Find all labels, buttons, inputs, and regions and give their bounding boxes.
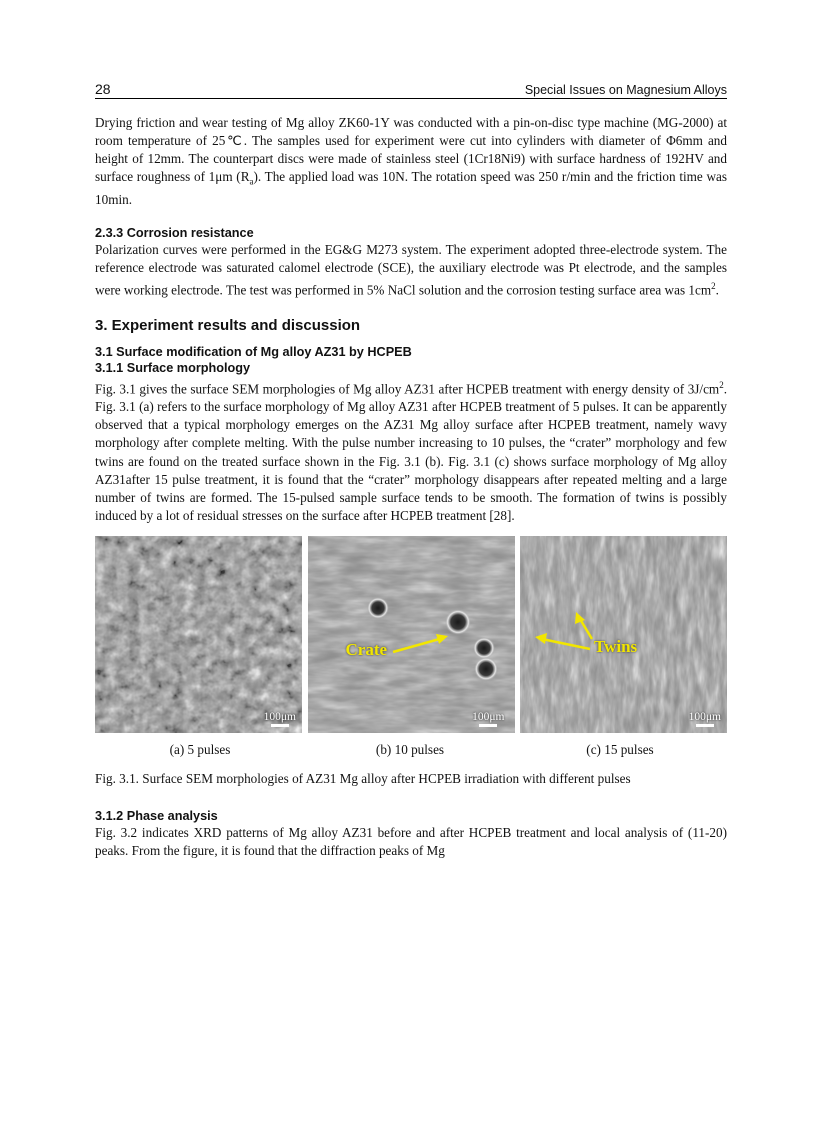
heading-corrosion-resistance: 2.3.3 Corrosion resistance <box>95 226 254 241</box>
paragraph-corrosion: Polarization curves were performed in the EG&G M273 system. The experiment adopted three-electrode system. The reference electrode was saturated calomel electrode (SCE), the auxiliary electrode was Pt electrode, and the samples were working electrode. The test was performed in 5% NaCl solution and the corrosion testing surface area was $1cm^2$. <box>95 242 727 298</box>
running-title: Special Issues on Magnesium Alloys <box>524 83 727 97</box>
sem-image-a <box>95 536 302 733</box>
figure-subcaptions <box>95 742 727 758</box>
label-crate: Crate <box>345 639 388 659</box>
heading-surface-modification: 3.1 Surface modification of Mg alloy AZ31 by HCPEB <box>95 344 412 359</box>
subcaption-b: (b) 10 pulses <box>375 741 445 757</box>
page-number: 28 <box>95 81 111 97</box>
sem-image-c <box>520 536 727 733</box>
heading-phase-analysis: 3.1.2 Phase analysis <box>95 808 218 823</box>
sem-panel-c <box>520 536 727 733</box>
heading-surface-morphology: 3.1.1 Surface morphology <box>95 360 251 375</box>
sem-panel-b <box>308 536 515 733</box>
label-twins: Twins <box>594 636 638 656</box>
paragraph-wear-testing: Drying friction and wear testing of Mg alloy ZK60-1Y was conducted with a pin-on-disc type machine (MG-2000) at room temperature of 25℃. The samples used for experiment were cut into cylinders with diameter of Φ6mm and height of 12mm. The counterpart discs were made of stainless steel (1Cr18Ni9) with surface hardness of 192HV and surface roughness of 1μm $(R_a)$. The applied load was 10N. The rotation speed was 250 r/min and the friction time was 10min. <box>95 115 727 208</box>
scale-bar-c: 100μm <box>689 711 721 727</box>
subcaption-a: (a) 5 pulses <box>169 741 231 757</box>
paragraph-surface-morphology: Fig. 3.1 gives the surface SEM morphologies of Mg alloy AZ31 after HCPEB treatment with energy density of $3J/cm^2$. Fig. 3.1 (a) refers to the surface morphology of Mg alloy AZ31 after HCPEB treatment of 5 pulses. It can be apparently observed that a typical morphology emerges on the AZ31 Mg alloy surface after HCPEB treatment, namely wavy morphology after complete melting. With the pulse number increasing to 10 pulses, the “crater” morphology and few twins are found on the treated surface shown in the Fig. 3.1 (b). Fig. 3.1 (c) shows surface morphology of Mg alloy AZ31after 15 pulse treatment, it is found that the “crater” morphology disappears after repeated melting and a large number of twins are formed. The 15-pulsed sample surface tends to be smooth. The formation of twins is possibly induced by a lot of residual stresses on the surface after HCPEB treatment [28]. <box>95 379 727 523</box>
scale-bar-a: 100μm <box>264 711 296 727</box>
page <box>95 78 727 860</box>
page-header <box>95 78 727 99</box>
paragraph-phase-analysis: Fig. 3.2 indicates XRD patterns of Mg alloy AZ31 before and after HCPEB treatment and local analysis of (11-20) peaks. From the figure, it is found that the diffraction peaks of Mg <box>95 824 727 859</box>
scale-bar-b: 100μm <box>472 711 504 727</box>
sem-image-b <box>308 536 515 733</box>
heading-experiment-results: 3. Experiment results and discussion <box>95 316 361 334</box>
sem-panel-a <box>95 536 302 733</box>
figure-caption: Fig. 3.1. Surface SEM morphologies of AZ31 Mg alloy after HCPEB irradiation with different pulses <box>95 770 631 786</box>
sem-figure <box>95 536 727 733</box>
subcaption-c: (c) 15 pulses <box>586 741 654 757</box>
